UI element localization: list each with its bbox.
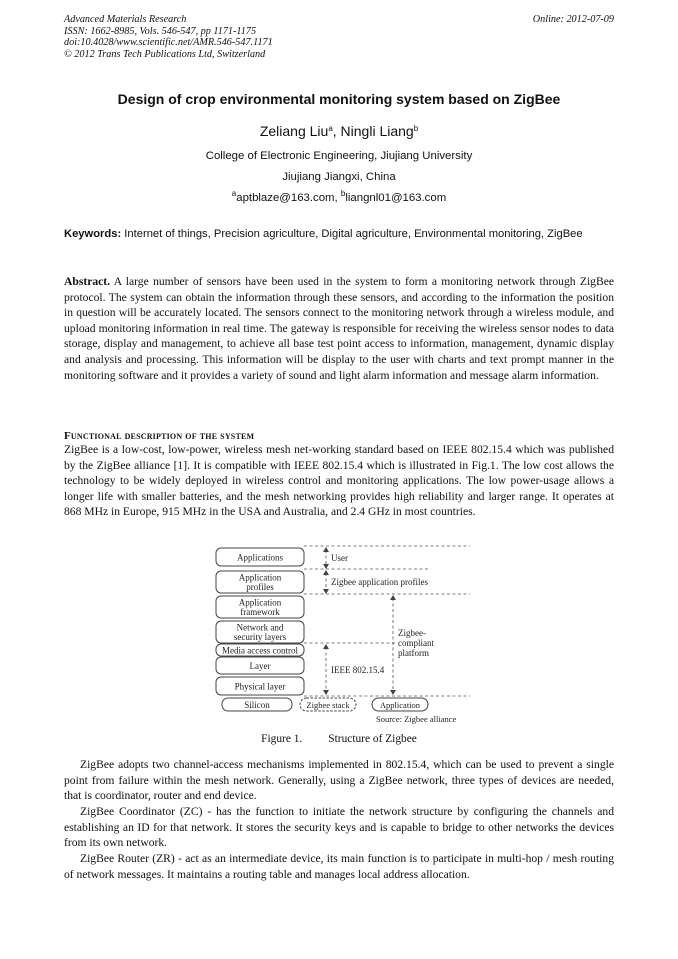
abstract-text: A large number of sensors have been used in the system to form a monitoring network through ZigBee protocol. The system can obtain the information through these sensors, and according to the information the position in question will be accurately located. The sensors connect to the monitoring network through a wireless module, and upload monitoring information in real time. The gateway is responsible for receiving the wireless sensor nodes to data storage, display and management, to achieve all base test point access to information, management, dynamic display and analysis and processing. This information will be display to the user with charts and text prompt manner in the monitoring software and it provides a variety of sound and light alarm information and message alarm information. bbox=[64, 275, 614, 382]
label-compliant-2: compliant bbox=[398, 638, 434, 648]
arrowhead bbox=[390, 690, 396, 695]
author-separator: , bbox=[332, 123, 341, 139]
abstract-label: Abstract. bbox=[64, 275, 111, 288]
journal-copyright: © 2012 Trans Tech Publications Ltd, Switzerland bbox=[64, 48, 266, 60]
author-2-sup: b bbox=[413, 124, 419, 133]
journal-doi: doi:10.4028/www.scientific.net/AMR.546-547.1171 bbox=[64, 37, 273, 49]
figure-caption bbox=[0, 733, 678, 745]
author-emails bbox=[0, 189, 678, 204]
arrowhead bbox=[323, 570, 329, 575]
email-1: aptblaze@163.com, bbox=[236, 192, 341, 204]
body-paragraph-2: ZigBee Coordinator (ZC) - has the function to initiate the network structure by configuring the channels and establishing an ID for that network. It stores the security keys and is capable to bridge to other networks the devices from its own network. bbox=[64, 805, 614, 850]
online-date: Online: 2012-07-09 bbox=[532, 14, 614, 25]
label-zigbee-application-profiles: Zigbee application profiles bbox=[331, 577, 428, 587]
label-compliant-1: Zigbee- bbox=[398, 628, 426, 638]
arrowhead bbox=[323, 644, 329, 649]
label-user: User bbox=[331, 553, 348, 563]
figure-source: Source: Zigbee alliance bbox=[376, 714, 457, 724]
layer-application-profiles-2: profiles bbox=[246, 582, 274, 592]
label-ieee-802-15-4: IEEE 802.15.4 bbox=[331, 665, 385, 675]
layer-application-profiles-1: Application bbox=[238, 572, 282, 583]
body-paragraph-1: ZigBee adopts two channel-access mechanisms implemented in 802.15.4, which can be used to prevent a single point from failure within the mesh network. Generally, using a ZigBee network, three types of devices are needed, that is coordinator, router and end device. bbox=[64, 758, 614, 803]
layer-physical: Physical layer bbox=[234, 681, 286, 692]
layer-application-framework-2: framework bbox=[240, 607, 280, 617]
layer-layer: Layer bbox=[249, 661, 271, 671]
journal-name: Advanced Materials Research bbox=[64, 14, 187, 25]
arrowhead bbox=[323, 547, 329, 552]
journal-issn: ISSN: 1662-8985, Vols. 546-547, pp 1171-1175 bbox=[64, 25, 257, 37]
journal-header bbox=[64, 14, 614, 60]
affiliation-line-1: College of Electronic Engineering, Jiujiang University bbox=[205, 150, 473, 162]
section-heading: Functional description of the system bbox=[64, 430, 255, 442]
arrowhead bbox=[323, 690, 329, 695]
affiliation-line-2: Jiujiang Jiangxi, China bbox=[282, 171, 396, 183]
keywords-label: Keywords: bbox=[64, 228, 122, 240]
arrowhead bbox=[323, 564, 329, 569]
abstract bbox=[64, 274, 614, 383]
author-2: Ningli Liang bbox=[340, 123, 414, 139]
body-paragraph-3: ZigBee Router (ZR) - act as an intermediate device, its main function is to participate in multi-hop / mesh routing of network messages. It maintains a routing table and manages local address allocation. bbox=[64, 852, 614, 881]
layer-application-framework-1: Application bbox=[238, 597, 282, 608]
author-1: Zeliang Liu bbox=[259, 123, 329, 139]
layer-network-security-2: security layers bbox=[233, 632, 287, 642]
layer-applications: Applications bbox=[237, 552, 283, 563]
author-line bbox=[0, 123, 678, 139]
email-2-sup: b bbox=[340, 189, 346, 198]
layer-network-security-1: Network and bbox=[236, 622, 284, 633]
paper-title: Design of crop environmental monitoring system based on ZigBee bbox=[117, 91, 561, 107]
layer-mac: Media access control bbox=[222, 645, 298, 656]
figure-caption-number: Figure 1. bbox=[261, 733, 303, 745]
figure-zigbee-structure bbox=[200, 540, 490, 730]
zigbee-stack-diagram bbox=[200, 540, 490, 730]
arrowhead bbox=[323, 589, 329, 594]
arrowhead bbox=[390, 595, 396, 600]
author-1-sup: a bbox=[328, 124, 333, 133]
keywords bbox=[64, 227, 614, 242]
label-compliant-3: platform bbox=[398, 648, 429, 658]
figure-caption-text: Structure of Zigbee bbox=[328, 733, 417, 745]
email-1-sup: a bbox=[231, 189, 237, 198]
email-2: liangnl01@163.com bbox=[345, 192, 447, 204]
keywords-text: Internet of things, Precision agriculture, Digital agriculture, Environmental monitoring, ZigBee bbox=[121, 228, 583, 240]
layer-silicon: Silicon bbox=[244, 700, 270, 710]
legend-zigbee-stack: Zigbee stack bbox=[306, 700, 350, 710]
legend-application: Application bbox=[379, 700, 421, 710]
section-paragraph: ZigBee is a low-cost, low-power, wireless mesh net-working standard based on IEEE 802.15.4 which was published by the ZigBee alliance [1]. It is compatible with IEEE 802.15.4 which is illustrated in Fig.1. The low cost allows the technology to be widely deployed in wireless control and monitoring applications. The low power-usage allows a longer life with smaller batteries, and the mesh networking provides high reliability and larger range. It operates at 868 MHz in Europe, 915 MHz in the USA and Australia, and 2.4 GHz in most countries. bbox=[64, 443, 614, 519]
